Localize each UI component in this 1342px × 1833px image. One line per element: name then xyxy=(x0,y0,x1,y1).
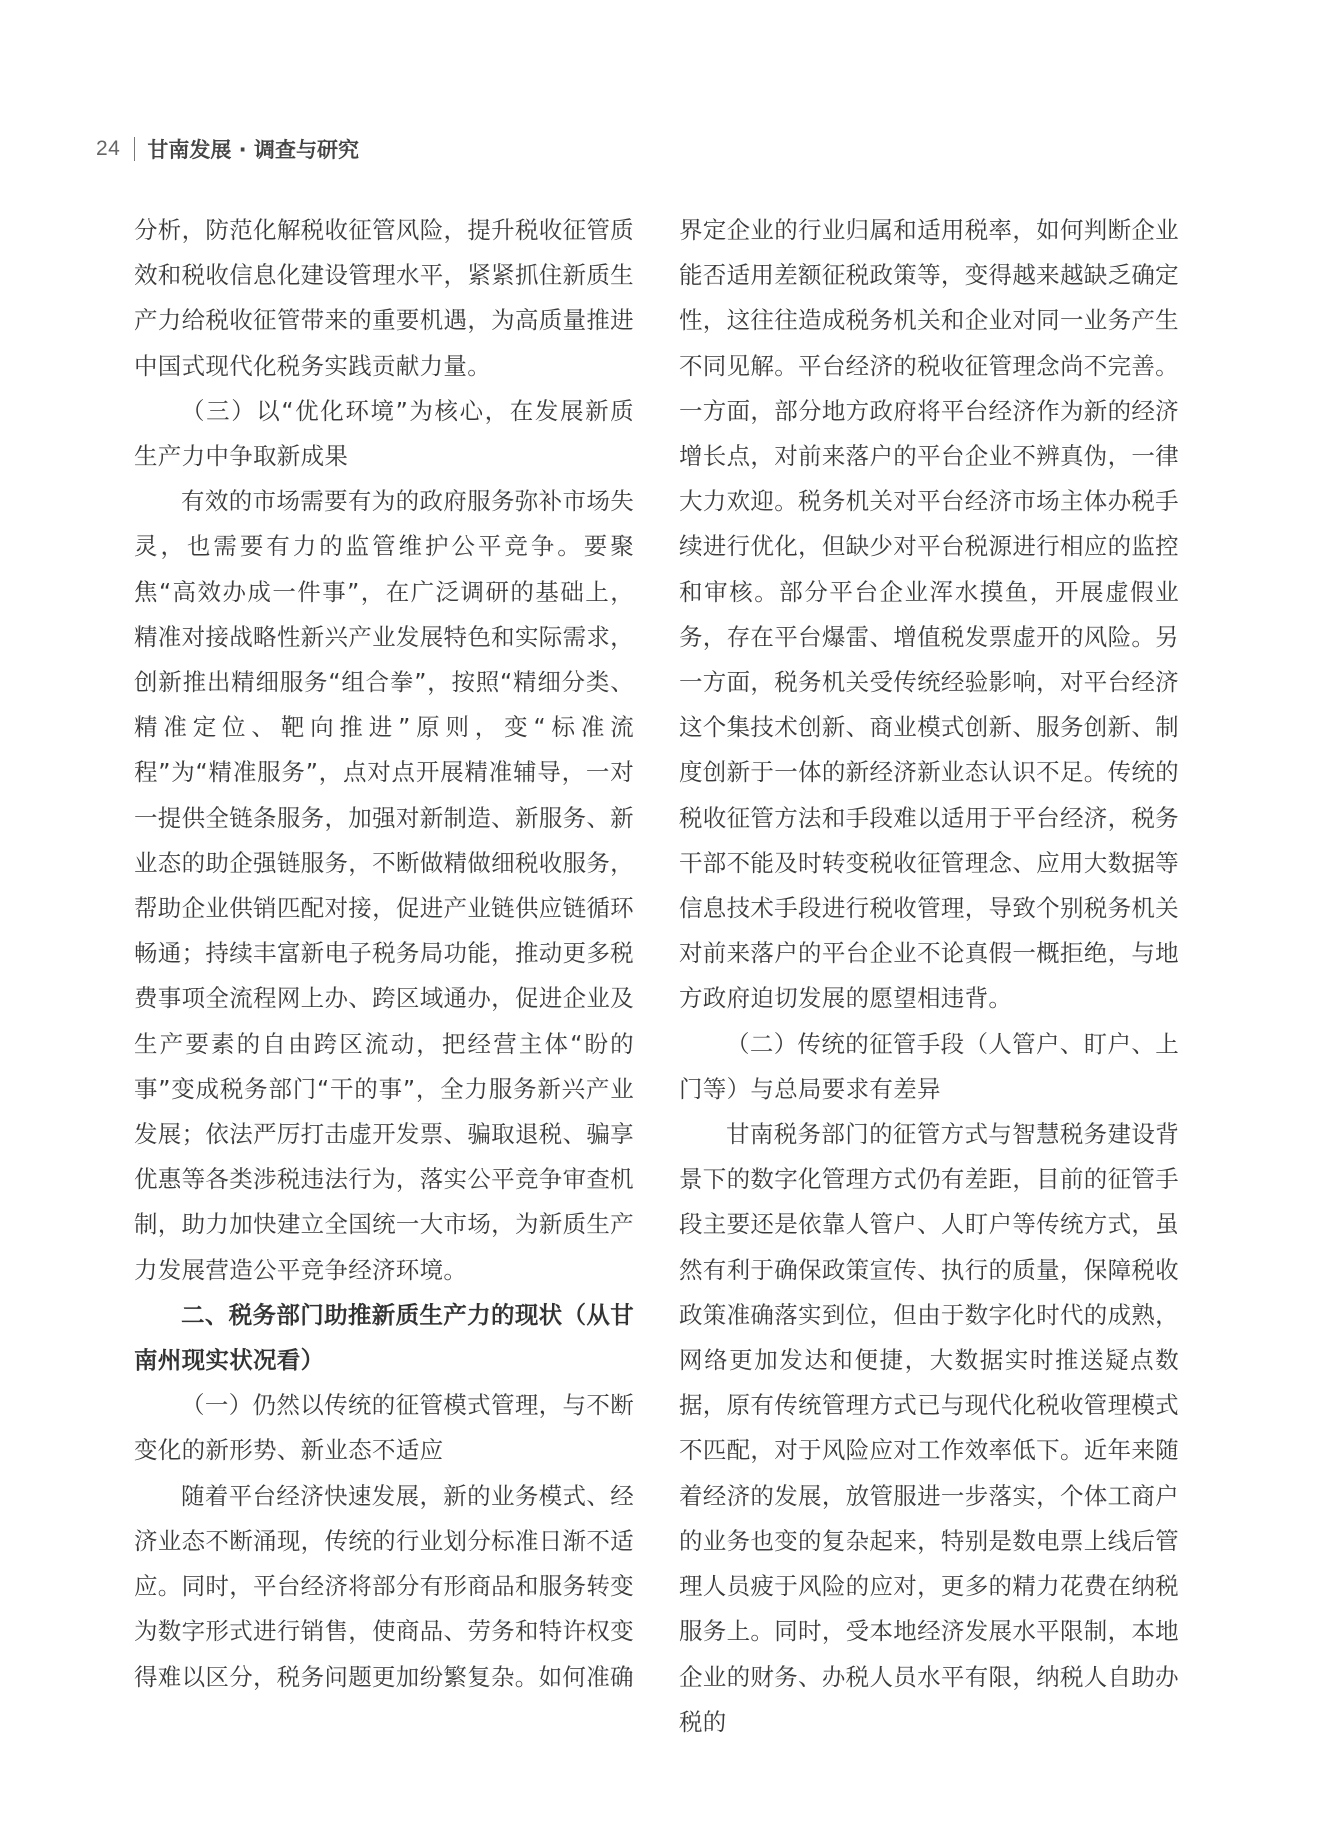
paragraph: 有效的市场需要有为的政府服务弥补市场失灵，也需要有力的监管维护公平竞争。要聚焦“高效办成一件事”，在广泛调研的基础上，精准对接战略性新兴产业发展特色和实际需求，创新推出精细服务“组合拳”，按照“精细分类、精准定位、靶向推进”原则，变“标准流程”为“精准服务”，点对点开展精准辅导，一对一提供全链条服务，加强对新制造、新服务、新业态的助企强链服务，不断做精做细税收服务，帮助企业供销匹配对接，促进产业链供应链循环畅通；持续丰富新电子税务局功能，推动更多税费事项全流程网上办、跨区域通办，促进企业及生产要素的自由跨区流动，把经营主体“盼的事”变成税务部门“干的事”，全力服务新兴产业发展；依法严厉打击虚开发票、骗取退税、骗享优惠等各类涉税违法行为，落实公平竞争审查机制，助力加快建立全国统一大市场，为新质生产力发展营造公平竞争经济环境。 xyxy=(134,487,634,1284)
running-header xyxy=(96,134,359,164)
paragraph: 界定企业的行业归属和适用税率，如何判断企业能否适用差额征税政策等，变得越来越缺乏确定性，这往往造成税务机关和企业对同一业务产生不同见解。平台经济的税收征管理念尚不完善。一方面，部分地方政府将平台经济作为新的经济增长点，对前来落户的平台企业不辨真伪，一律大力欢迎。税务机关对平台经济市场主体办税手续进行优化，但缺少对平台税源进行相应的监控和审核。部分平台企业浑水摸鱼，开展虚假业务，存在平台爆雷、增值税发票虚开的风险。另一方面，税务机关受传统经验影响，对平台经济这个集技术创新、商业模式创新、服务创新、制度创新于一体的新经济新业态认识不足。传统的税收征管方法和手段难以适用于平台经济，税务干部不能及时转变税收征管理念、应用大数据等信息技术手段进行税收管理，导致个别税务机关对前来落户的平台企业不论真假一概拒绝，与地方政府迫切发展的愿望相违背。 xyxy=(679,216,1179,1013)
paragraph: 甘南税务部门的征管方式与智慧税务建设背景下的数字化管理方式仍有差距，目前的征管手段主要还是依靠人管户、人盯户等传统方式，虽然有利于确保政策宣传、执行的质量，保障税收政策准确落实到位，但由于数字化时代的成熟，网络更加发达和便捷，大数据实时推送疑点数据，原有传统管理方式已与现代化税收管理模式不匹配，对于风险应对工作效率低下。近年来随着经济的发展，放管服进一步落实，个体工商户的业务也变的复杂起来，特别是数电票上线后管理人员疲于风险的应对，更多的精力花费在纳税服务上。同时，受本地经济发展水平限制，本地企业的财务、办税人员水平有限，纳税人自助办税的 xyxy=(679,1120,1179,1736)
section-heading: 二、税务部门助推新质生产力的现状（从甘南州现实状况看） xyxy=(134,1300,634,1375)
paragraph: 随着平台经济快速发展，新的业务模式、经济业态不断涌现，传统的行业划分标准日渐不适应。同时，平台经济将部分有形商品和服务转变为数字形式进行销售，使商品、劳务和特许权变得难以区分，税务问题更加纷繁复杂。如何准确 xyxy=(134,1481,634,1691)
journal-title: 甘南发展 · 调查与研究 xyxy=(147,138,359,162)
subsection-heading: （三）以“优化环境”为核心，在发展新质生产力中争取新成果 xyxy=(134,396,634,471)
paragraph: 分析，防范化解税收征管风险，提升税收征管质效和税收信息化建设管理水平，紧紧抓住新质生产力给税收征管带来的重要机遇，为高质量推进中国式现代化税务实践贡献力量。 xyxy=(134,216,634,380)
header-divider xyxy=(134,137,135,161)
right-column xyxy=(679,208,1179,1745)
left-column xyxy=(134,208,634,1700)
page-number: 24 xyxy=(96,137,121,160)
subsection-heading: （一）仍然以传统的征管模式管理，与不断变化的新形势、新业态不适应 xyxy=(134,1391,634,1465)
subsection-heading: （二）传统的征管手段（人管户、盯户、上门等）与总局要求有差异 xyxy=(679,1029,1179,1103)
